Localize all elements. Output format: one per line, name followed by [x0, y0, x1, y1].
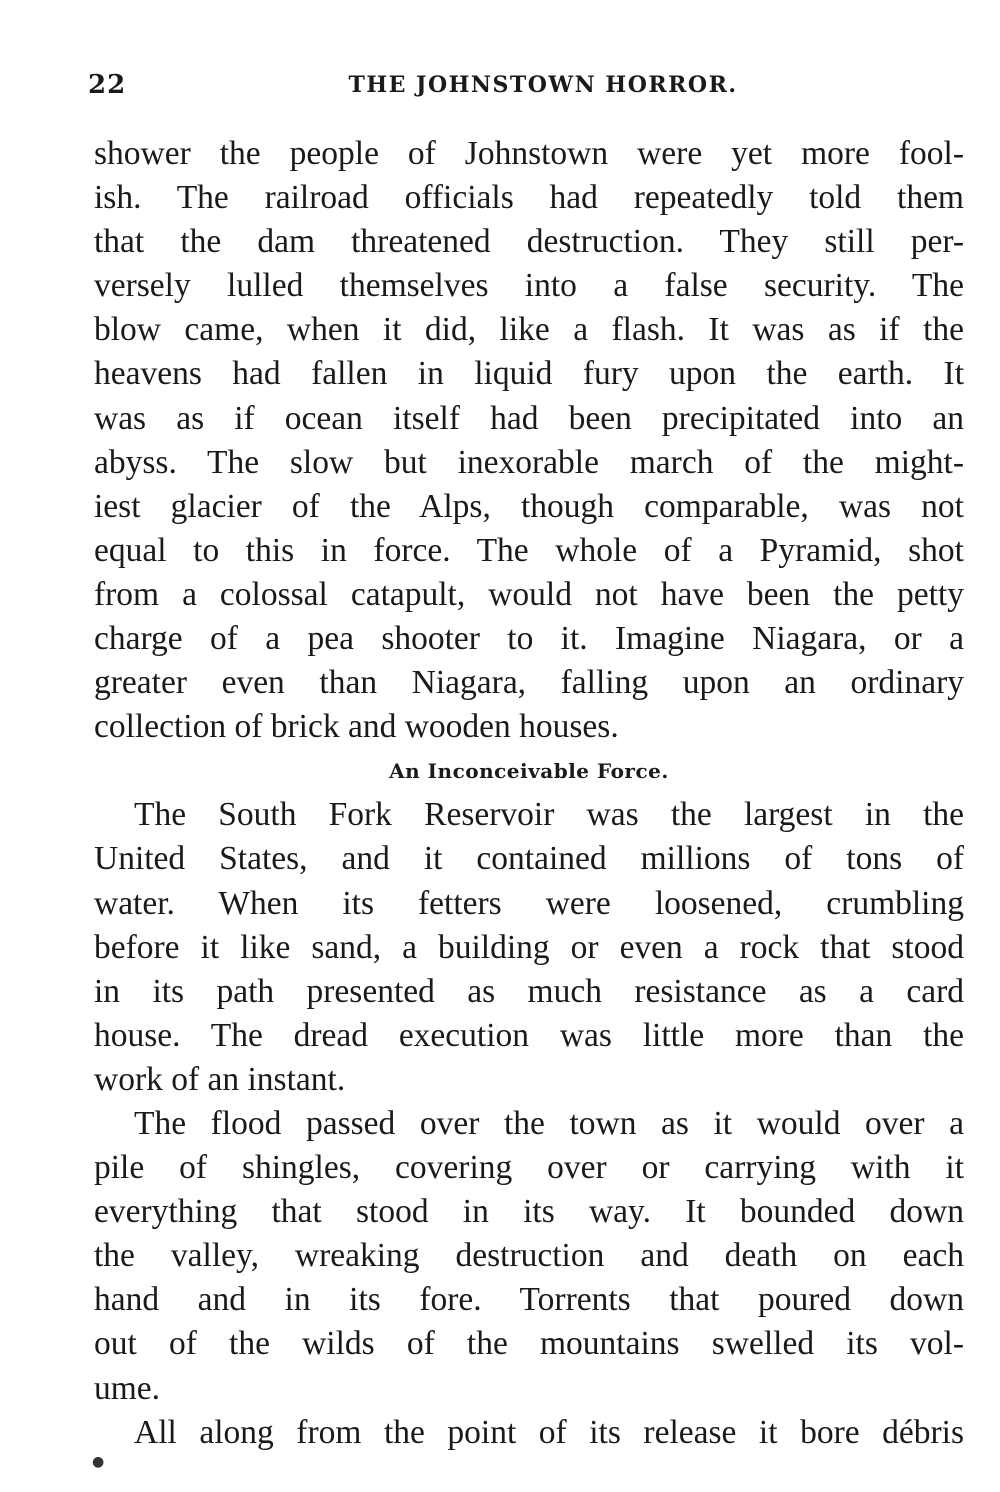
text-line: United States, and it contained millions of tons of	[94, 840, 964, 878]
text-line: ish. The railroad officials had repeatedly told them	[94, 179, 964, 217]
section-subheading: An Inconceivable Force.	[389, 759, 669, 784]
body-text	[94, 132, 964, 1455]
text-line: The South Fork Reservoir was the largest in the	[134, 796, 964, 834]
text-line: equal to this in force. The whole of a Pyramid, shot	[94, 531, 964, 569]
paragraph	[94, 1102, 964, 1411]
text-line: blow came, when it did, like a flash. It was as if the	[94, 311, 964, 349]
text-line: shower the people of Johnstown were yet more fool-	[94, 135, 964, 172]
text-line: abyss. The slow but inexorable march of the might-	[94, 443, 964, 481]
print-mark-icon: ●	[92, 1454, 105, 1470]
text-line: in its path presented as much resistance as a card	[94, 972, 964, 1010]
text-line: All along from the point of its release it bore débris	[134, 1413, 964, 1451]
text-line: out of the wilds of the mountains swelled its vol-	[94, 1325, 964, 1363]
text-line: ume.	[94, 1369, 161, 1407]
text-line: house. The dread execution was little more than the	[94, 1016, 964, 1054]
text-line: everything that stood in its way. It bounded down	[94, 1193, 964, 1231]
text-line: versely lulled themselves into a false security. The	[94, 267, 964, 305]
paragraph	[94, 1411, 964, 1455]
text-line: collection of brick and wooden houses.	[94, 708, 619, 746]
text-line: pile of shingles, covering over or carrying with it	[94, 1149, 964, 1187]
page-number: 22	[88, 70, 127, 100]
text-line: hand and in its fore. Torrents that poured down	[94, 1281, 964, 1319]
text-line: The flood passed over the town as it would over a	[134, 1104, 964, 1142]
text-line: charge of a pea shooter to it. Imagine Niagara, or a	[94, 620, 964, 658]
paragraph	[94, 132, 964, 749]
text-line: was as if ocean itself had been precipitated into an	[94, 399, 964, 437]
text-line: before it like sand, a building or even a rock that stood	[94, 928, 964, 966]
text-line: iest glacier of the Alps, though comparable, was not	[94, 487, 964, 525]
running-title: THE JOHNSTOWN HORROR.	[348, 72, 738, 98]
page-header	[88, 70, 968, 110]
text-line: water. When its fetters were loosened, crumbling	[94, 884, 964, 922]
text-line: the valley, wreaking destruction and death on each	[94, 1237, 964, 1275]
text-line: heavens had fallen in liquid fury upon the earth. It	[94, 355, 964, 393]
text-line: greater even than Niagara, falling upon an ordinary	[94, 664, 964, 702]
paragraph	[94, 793, 964, 1102]
text-line: work of an instant.	[94, 1060, 346, 1098]
text-line: from a colossal catapult, would not have been the petty	[94, 575, 964, 613]
text-line: that the dam threatened destruction. They still per-	[94, 223, 964, 261]
